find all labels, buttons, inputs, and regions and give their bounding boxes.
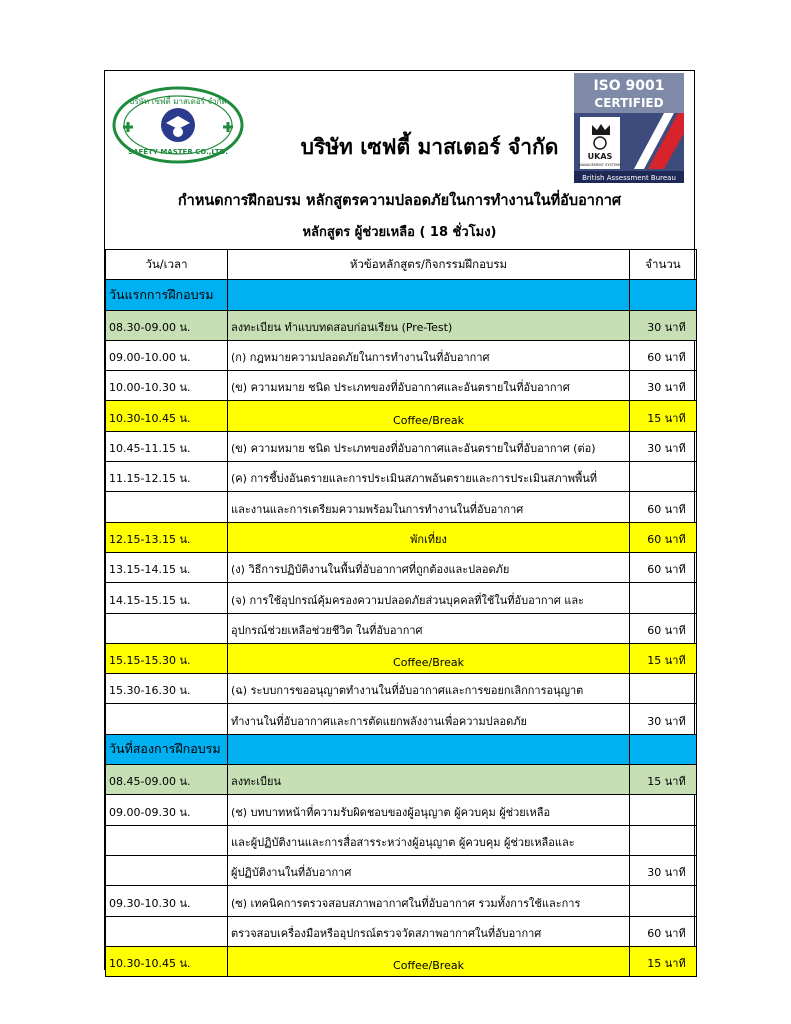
cell-amount: 30 นาที: [630, 704, 697, 734]
cell-amount: 60 นาที: [630, 340, 697, 370]
table-row: [106, 583, 697, 613]
cell-amount: 15 นาที: [630, 946, 697, 976]
cell-amount: [630, 886, 697, 916]
table-row: [106, 916, 697, 946]
cell-topic: Coffee/Break: [228, 401, 630, 431]
schedule-subtitle: กำหนดการฝึกอบรม หลักสูตรความปลอดภัยในการทำงานในที่อับอากาศ: [177, 193, 622, 209]
table-row: [106, 734, 697, 764]
cell-time: [106, 855, 228, 885]
cell-amount: 60 นาที: [630, 613, 697, 643]
cell-topic: (ข) ความหมาย ชนิด ประเภทของที่อับอากาศและอันตรายในที่อับอากาศ (ต่อ): [228, 431, 630, 461]
cell-topic: (ข) ความหมาย ชนิด ประเภทของที่อับอากาศและอันตรายในที่อับอากาศ: [228, 371, 630, 401]
cell-topic: [228, 280, 630, 310]
cell-topic: (ก) กฎหมายความปลอดภัยในการทำงานในที่อับอากาศ: [228, 340, 630, 370]
cell-time: 15.30-16.30 น.: [106, 674, 228, 704]
cell-topic: (จ) การใช้อุปกรณ์คุ้มครองความปลอดภัยส่วนบุคคลที่ใช้ในที่อับอากาศ และ: [228, 583, 630, 613]
cell-amount: [630, 462, 697, 492]
cell-time: วันที่สองการฝึกอบรม: [106, 734, 228, 764]
iso-line2: CERTIFIED: [594, 96, 664, 110]
table-row: [106, 946, 697, 976]
cell-amount: 30 นาที: [630, 431, 697, 461]
cell-time: 12.15-13.15 น.: [106, 522, 228, 552]
cell-topic: ทำงานในที่อับอากาศและการตัดแยกพลังงานเพื่อความปลอดภัย: [228, 704, 630, 734]
cell-amount: [630, 734, 697, 764]
table-row: [106, 340, 697, 370]
table-row: [106, 401, 697, 431]
table-row: [106, 643, 697, 673]
table-row: [106, 855, 697, 885]
table-header-row: [106, 250, 697, 280]
table-row: [106, 825, 697, 855]
table-row: [106, 310, 697, 340]
cell-amount: 15 นาที: [630, 765, 697, 795]
cell-time: [106, 492, 228, 522]
cell-time: [106, 613, 228, 643]
cell-topic: (ช) บทบาทหน้าที่ความรับผิดชอบของผู้อนุญาต ผู้ควบคุม ผู้ช่วยเหลือ: [228, 795, 630, 825]
logo-text-top: บริษัท เซฟตี้ มาสเตอร์ จำกัด: [129, 97, 227, 106]
cell-topic: และผู้ปฏิบัติงานและการสื่อสารระหว่างผู้อนุญาต ผู้ควบคุม ผู้ช่วยเหลือและ: [228, 825, 630, 855]
column-header-topic: หัวข้อหลักสูตร/กิจกรรมฝึกอบรม: [228, 250, 630, 280]
cell-amount: [630, 674, 697, 704]
cell-amount: 30 นาที: [630, 310, 697, 340]
cell-time: 10.30-10.45 น.: [106, 401, 228, 431]
cell-time: 08.45-09.00 น.: [106, 765, 228, 795]
cell-amount: 60 นาที: [630, 522, 697, 552]
cell-time: 10.00-10.30 น.: [106, 371, 228, 401]
cell-topic: ตรวจสอบเครื่องมือหรืออุปกรณ์ตรวจวัดสภาพอากาศในที่อับอากาศ: [228, 916, 630, 946]
cell-time: 08.30-09.00 น.: [106, 310, 228, 340]
table-row: [106, 795, 697, 825]
cell-time: 09.00-10.00 น.: [106, 340, 228, 370]
cell-amount: 60 นาที: [630, 492, 697, 522]
cell-time: [106, 916, 228, 946]
course-title: หลักสูตร ผู้ช่วยเหลือ ( 18 ชั่วโมง): [302, 225, 497, 240]
ukas-label: UKAS: [587, 152, 613, 161]
table-row: [106, 371, 697, 401]
column-header-amount: จำนวน: [630, 250, 697, 280]
cell-time: 15.15-15.30 น.: [106, 643, 228, 673]
cell-time: 10.45-11.15 น.: [106, 431, 228, 461]
iso-line1: ISO 9001: [593, 78, 665, 94]
cell-topic: พักเที่ยง: [228, 522, 630, 552]
table-row: [106, 886, 697, 916]
ukas-sub-label: MANAGEMENT SYSTEMS: [578, 163, 622, 167]
cell-amount: 30 นาที: [630, 855, 697, 885]
cell-time: 13.15-14.15 น.: [106, 552, 228, 582]
cell-topic: และงานและการเตรียมความพร้อมในการทำงานในที่อับอากาศ: [228, 492, 630, 522]
company-name: บริษัท เซฟตี้ มาสเตอร์ จำกัด: [300, 135, 559, 159]
schedule-table: [105, 249, 697, 977]
table-row: [106, 613, 697, 643]
header: [105, 71, 694, 250]
cell-amount: 15 นาที: [630, 401, 697, 431]
table-row: [106, 492, 697, 522]
cell-amount: 60 นาที: [630, 552, 697, 582]
cell-time: 14.15-15.15 น.: [106, 583, 228, 613]
iso-9001-badge: [574, 73, 684, 183]
cell-topic: (ค) การชี้บ่งอันตรายและการประเมินสภาพอันตรายและการประเมินสภาพพื้นที่: [228, 462, 630, 492]
table-row: [106, 431, 697, 461]
cell-topic: ผู้ปฏิบัติงานในที่อับอากาศ: [228, 855, 630, 885]
cell-time: วันแรกการฝึกอบรม: [106, 280, 228, 310]
cell-time: 10.30-10.45 น.: [106, 946, 228, 976]
cell-topic: อุปกรณ์ช่วยเหลือช่วยชีวิต ในที่อับอากาศ: [228, 613, 630, 643]
cell-amount: 30 นาที: [630, 371, 697, 401]
cell-amount: 60 นาที: [630, 916, 697, 946]
cell-topic: Coffee/Break: [228, 946, 630, 976]
table-row: [106, 674, 697, 704]
table-row: [106, 765, 697, 795]
cell-topic: (ซ) เทคนิคการตรวจสอบสภาพอากาศในที่อับอากาศ รวมทั้งการใช้และการ: [228, 886, 630, 916]
table-row: [106, 462, 697, 492]
cell-amount: [630, 795, 697, 825]
cell-topic: (ง) วิธีการปฏิบัติงานในพื้นที่อับอากาศที่ถูกต้องและปลอดภัย: [228, 552, 630, 582]
schedule-sheet: [104, 70, 695, 973]
cell-time: 11.15-12.15 น.: [106, 462, 228, 492]
cell-time: 09.00-09.30 น.: [106, 795, 228, 825]
cell-amount: [630, 583, 697, 613]
column-header-time: วัน/เวลา: [106, 250, 228, 280]
cell-topic: ลงทะเบียน ทำแบบทดสอบก่อนเรียน (Pre-Test): [228, 310, 630, 340]
cell-time: [106, 825, 228, 855]
bureau-label: British Assessment Bureau: [582, 174, 676, 182]
table-row: [106, 704, 697, 734]
cell-topic: ลงทะเบียน: [228, 765, 630, 795]
table-row: [106, 522, 697, 552]
logo-text-bottom: SAFETY MASTER CO.,LTD.: [128, 148, 228, 156]
cell-time: [106, 704, 228, 734]
cell-amount: [630, 825, 697, 855]
cell-time: 09.30-10.30 น.: [106, 886, 228, 916]
cell-amount: 15 นาที: [630, 643, 697, 673]
cell-topic: [228, 734, 630, 764]
cell-amount: [630, 280, 697, 310]
cell-topic: Coffee/Break: [228, 643, 630, 673]
cell-topic: (ฉ) ระบบการขออนุญาตทำงานในที่อับอากาศและการขอยกเลิกการอนุญาต: [228, 674, 630, 704]
table-row: [106, 552, 697, 582]
table-row: [106, 280, 697, 310]
